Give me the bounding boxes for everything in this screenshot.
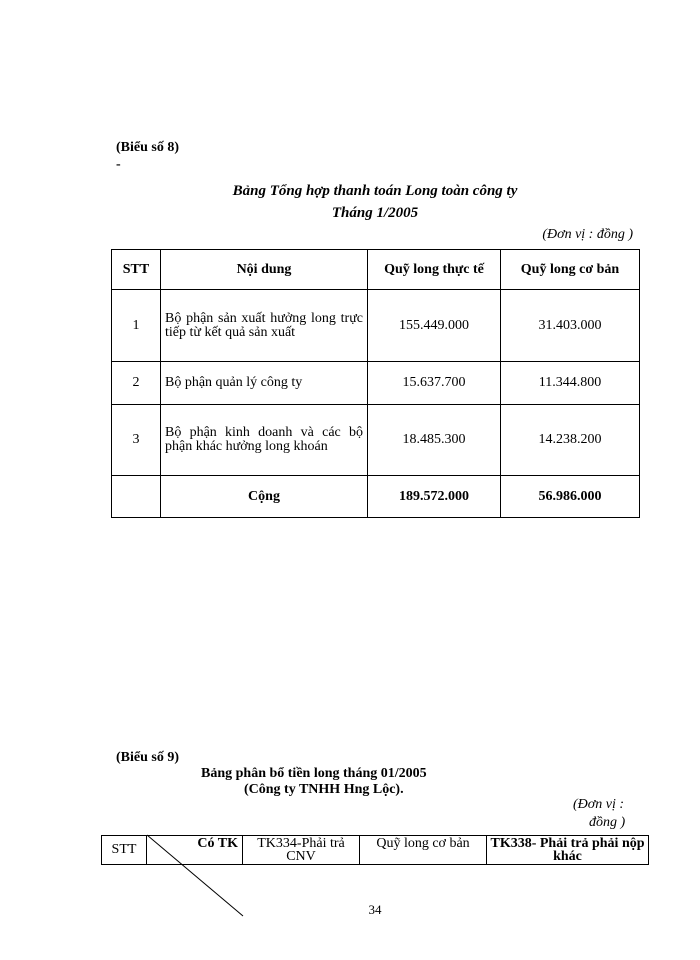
section2-subtitle: (Công ty TNHH Hng Lộc).	[244, 782, 404, 797]
total-base: 56.986.000	[501, 476, 640, 518]
row2-base: 11.344.800	[501, 362, 640, 405]
section2-label: (Biểu số 9)	[116, 750, 179, 765]
row2-actual: 15.637.700	[368, 362, 501, 405]
table-total-row	[112, 476, 640, 518]
table-row	[112, 290, 640, 362]
row3-content: Bộ phận kinh doanh và các bộ phận khác hưởng long khoán	[161, 405, 368, 476]
header-co-tk: Có TK	[147, 836, 243, 864]
header-actual: Quỹ long thực tế	[368, 250, 501, 290]
row1-content: Bộ phận sản xuất hưởng long trực tiếp từ kết quả sản xuất	[161, 290, 368, 362]
header-base: Quỹ long cơ bản	[501, 250, 640, 290]
section1-unit: (Đơn vị : đồng )	[542, 227, 633, 242]
header-tk334: TK334-Phải trả CNV	[243, 836, 360, 864]
total-label: Cộng	[161, 476, 368, 518]
row3-base: 14.238.200	[501, 405, 640, 476]
header-quy-long: Quỹ long cơ bản	[360, 836, 487, 864]
diagonal-line	[140, 834, 250, 920]
header-content: Nội dung	[161, 250, 368, 290]
header-stt: STT	[112, 250, 161, 290]
row2-content: Bộ phận quản lý công ty	[161, 362, 368, 405]
row1-stt: 1	[112, 290, 161, 362]
row1-base: 31.403.000	[501, 290, 640, 362]
section1-label: (Biểu số 8)	[116, 140, 179, 155]
row3-stt: 3	[112, 405, 161, 476]
total-actual: 189.572.000	[368, 476, 501, 518]
section2-title: Bảng phân bổ tiền long tháng 01/2005	[201, 766, 427, 781]
header-stt-2: STT	[102, 836, 147, 864]
summary-table	[111, 249, 640, 518]
section1-subtitle: Tháng 1/2005	[331, 205, 419, 221]
section1-dash: -	[116, 157, 121, 172]
row2-stt: 2	[112, 362, 161, 405]
row3-actual: 18.485.300	[368, 405, 501, 476]
section2-unit-line1: (Đơn vị :	[573, 797, 625, 812]
page-number: 34	[368, 902, 382, 917]
table-row	[112, 362, 640, 405]
section1-title: Bảng Tổng hợp thanh toán Long toàn công ty	[232, 183, 518, 199]
row1-actual: 155.449.000	[368, 290, 501, 362]
section2-unit-line2: đồng )	[589, 815, 626, 830]
header-tk338: TK338- Phải trả phải nộp khác	[490, 836, 645, 864]
table-header-row	[112, 250, 640, 290]
table-row	[112, 405, 640, 476]
